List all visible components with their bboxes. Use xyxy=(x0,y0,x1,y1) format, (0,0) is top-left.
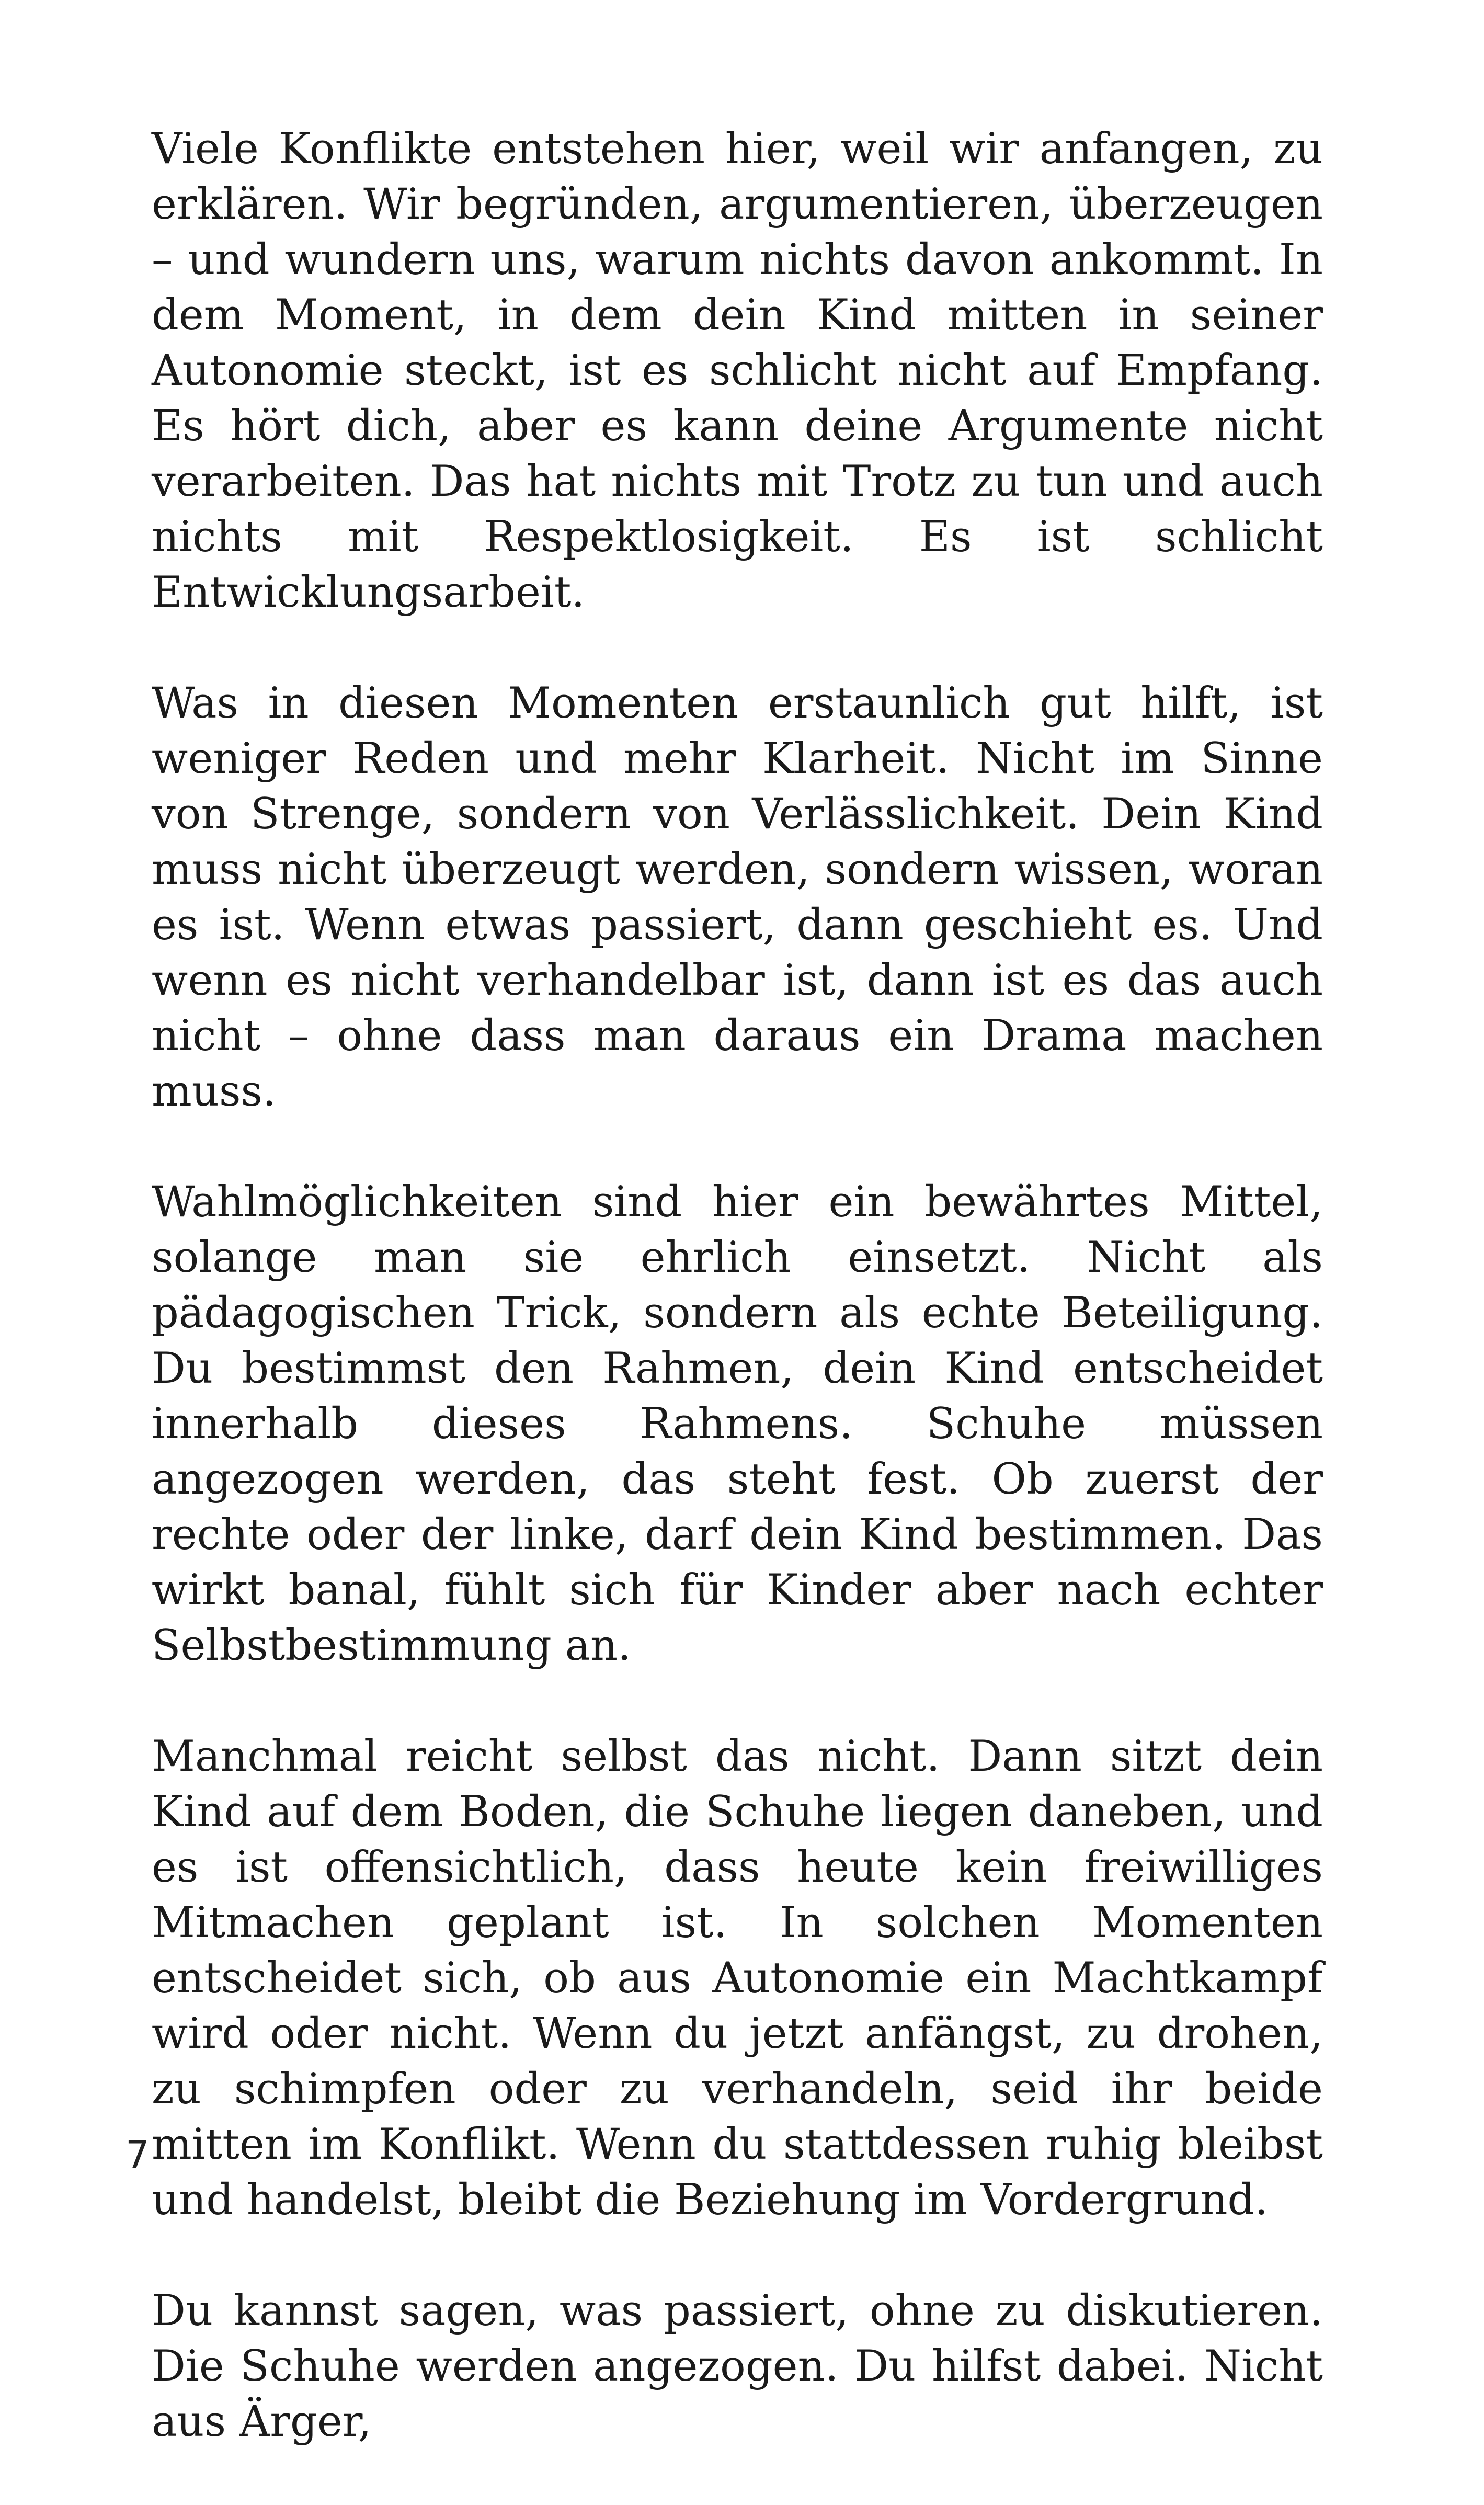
page-number: 7 xyxy=(125,2133,150,2177)
paragraph-1: Viele Konflikte entstehen hier, weil wir anfangen, zu erklären. Wir begründen, argumentieren, überzeugen – und wundern uns, warum nichts davon ankommt. In dem Moment, in dem dein Kind mitten in seiner Autonomie steckt, ist es schlicht nicht auf Empfang. Es hört dich, aber es kann deine Argumente nicht verarbeiten. Das hat nichts mit Trotz zu tun und auch nichts mit Respektlosigkeit. Es ist schlicht Entwicklungsarbeit. xyxy=(152,124,1323,617)
paragraph-2: Was in diesen Momenten erstaunlich gut hilft, ist weniger Reden und mehr Klarheit. Nicht im Sinne von Strenge, sondern von Verlässlichkeit. Dein Kind muss nicht überzeugt werden, sondern wissen, woran es ist. Wenn etwas passiert, dann geschieht es. Und wenn es nicht verhandelbar ist, dann ist es das auch nicht – ohne dass man daraus ein Drama machen muss. xyxy=(152,679,1323,1116)
paragraph-5: Du kannst sagen, was passiert, ohne zu diskutieren. Die Schuhe werden angezogen. Du hilfst dabei. Nicht aus Ärger, xyxy=(152,2286,1323,2446)
paragraph-4: Manchmal reicht selbst das nicht. Dann sitzt dein Kind auf dem Boden, die Schuhe liegen daneben, und es ist offensichtlich, dass heute kein freiwilliges Mitmachen geplant ist. In solchen Momenten entscheidet sich, ob aus Autonomie ein Machtkampf wird oder nicht. Wenn du jetzt anfängst, zu drohen, zu schimpfen oder zu verhandeln, seid ihr beide mitten im Konflikt. Wenn du stattdessen ruhig bleibst und handelst, bleibt die Beziehung im Vordergrund. xyxy=(152,1732,1323,2225)
body-text xyxy=(152,121,1323,2505)
paragraph-3: Wahlmöglichkeiten sind hier ein bewährtes Mittel, solange man sie ehrlich einsetzt. Nicht als pädagogischen Trick, sondern als echte Beteiligung. Du bestimmst den Rahmen, dein Kind entscheidet innerhalb dieses Rahmens. Schuhe müssen angezogen werden, das steht fest. Ob zuerst der rechte oder der linke, darf dein Kind bestimmen. Das wirkt banal, fühlt sich für Kinder aber nach echter Selbstbestimmung an. xyxy=(152,1178,1323,1670)
